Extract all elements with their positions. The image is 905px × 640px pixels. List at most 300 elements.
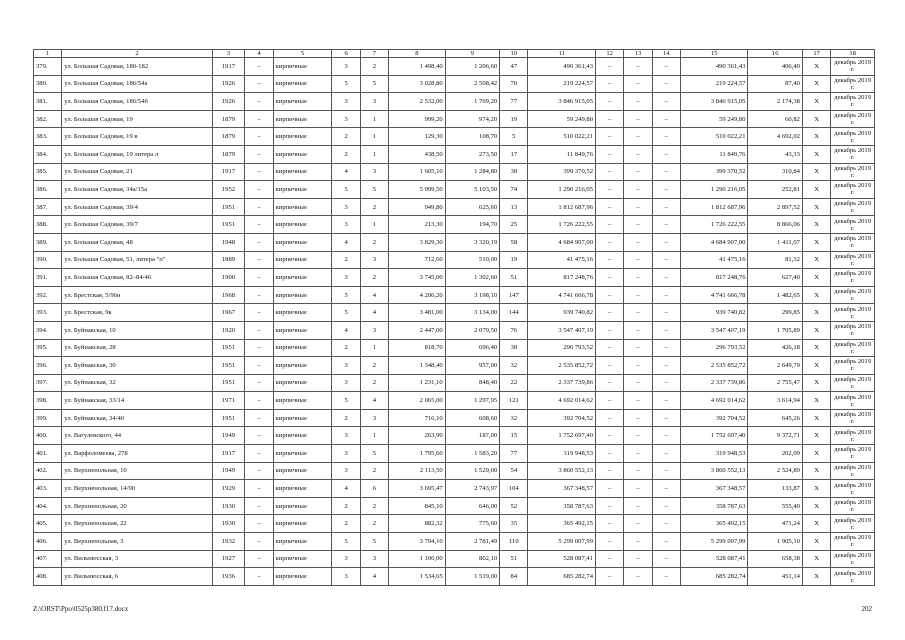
col-13-cell: – bbox=[624, 75, 652, 93]
col-17-cell: X bbox=[802, 374, 830, 392]
col-4-cell: – bbox=[245, 515, 273, 533]
total-cost-cell: 3 846 915,05 bbox=[528, 93, 596, 111]
col-17-cell: X bbox=[802, 58, 830, 76]
col-12-cell: – bbox=[596, 339, 624, 357]
total-cost-cell: 685 282,74 bbox=[528, 568, 596, 586]
row-number-cell: 403. bbox=[34, 480, 62, 498]
wall-material-cell: кирпичные bbox=[273, 392, 332, 410]
total-cost-cell: 11 849,76 bbox=[528, 145, 596, 163]
table-row bbox=[34, 497, 875, 515]
col-14-cell: – bbox=[652, 128, 680, 146]
build-year-cell: 1900 bbox=[212, 269, 245, 287]
entrances-cell: 4 bbox=[360, 568, 388, 586]
living-area-cell: 848,40 bbox=[445, 374, 499, 392]
entrances-cell: 1 bbox=[360, 339, 388, 357]
residents-cell: 104 bbox=[500, 480, 528, 498]
col-13-cell: – bbox=[624, 93, 652, 111]
col-17-cell: X bbox=[802, 357, 830, 375]
living-area-cell: 2 743,97 bbox=[445, 480, 499, 498]
cost-per-sqm-cell: 299,85 bbox=[748, 304, 802, 322]
build-year-cell: 1968 bbox=[212, 286, 245, 304]
floors-cell: 3 bbox=[332, 110, 360, 128]
total-cost-cell: 358 787,63 bbox=[528, 497, 596, 515]
living-area-cell: 775,60 bbox=[445, 515, 499, 533]
floors-cell: 3 bbox=[332, 93, 360, 111]
floors-cell: 3 bbox=[332, 374, 360, 392]
total-cost-cell: 296 793,52 bbox=[528, 339, 596, 357]
wall-material-cell: кирпичные bbox=[273, 128, 332, 146]
total-cost-cell: 939 740,82 bbox=[528, 304, 596, 322]
column-number-header: 12 bbox=[596, 50, 624, 58]
build-year-cell: 1951 bbox=[212, 357, 245, 375]
col-12-cell: – bbox=[596, 58, 624, 76]
floors-cell: 4 bbox=[332, 321, 360, 339]
table-row bbox=[34, 321, 875, 339]
build-year-cell: 1951 bbox=[212, 198, 245, 216]
wall-material-cell: кирпичные bbox=[273, 497, 332, 515]
living-area-cell: 1 297,95 bbox=[445, 392, 499, 410]
col-14-cell: – bbox=[652, 550, 680, 568]
residents-cell: 147 bbox=[500, 286, 528, 304]
cost-per-sqm-cell: 81,32 bbox=[748, 251, 802, 269]
living-area-cell: 3 320,19 bbox=[445, 233, 499, 251]
wall-material-cell: кирпичные bbox=[273, 304, 332, 322]
entrances-cell: 3 bbox=[360, 550, 388, 568]
col-12-cell: – bbox=[596, 374, 624, 392]
completion-date-cell: декабрь 2019 г. bbox=[831, 75, 875, 93]
build-year-cell: 1951 bbox=[212, 374, 245, 392]
address-cell: ул. Большая Садовая, 39/4 bbox=[62, 198, 212, 216]
col-4-cell: – bbox=[245, 93, 273, 111]
floors-cell: 3 bbox=[332, 568, 360, 586]
col-14-cell: – bbox=[652, 497, 680, 515]
row-number-cell: 399. bbox=[34, 409, 62, 427]
col-13-cell: – bbox=[624, 128, 652, 146]
col-13-cell: – bbox=[624, 233, 652, 251]
completion-date-cell: декабрь 2019 г. bbox=[831, 128, 875, 146]
completion-date-cell: декабрь 2019 г. bbox=[831, 269, 875, 287]
col-14-cell: – bbox=[652, 568, 680, 586]
build-year-cell: 1930 bbox=[212, 515, 245, 533]
total-area-cell: 949,80 bbox=[389, 198, 446, 216]
floors-cell: 3 bbox=[332, 462, 360, 480]
repair-cost-cell: 4 741 666,78 bbox=[680, 286, 748, 304]
living-area-cell: 646,00 bbox=[445, 497, 499, 515]
col-14-cell: – bbox=[652, 58, 680, 76]
col-17-cell: X bbox=[802, 128, 830, 146]
row-number-cell: 408. bbox=[34, 568, 62, 586]
residents-cell: 15 bbox=[500, 427, 528, 445]
build-year-cell: 1932 bbox=[212, 533, 245, 551]
total-cost-cell: 365 492,15 bbox=[528, 515, 596, 533]
residents-cell: 77 bbox=[500, 93, 528, 111]
table-row bbox=[34, 427, 875, 445]
cost-per-sqm-cell: 133,87 bbox=[748, 480, 802, 498]
col-13-cell: – bbox=[624, 304, 652, 322]
column-number-header: 6 bbox=[332, 50, 360, 58]
floors-cell: 3 bbox=[332, 550, 360, 568]
entrances-cell: 2 bbox=[360, 269, 388, 287]
residents-cell: 17 bbox=[500, 145, 528, 163]
residents-cell: 25 bbox=[500, 216, 528, 234]
col-13-cell: – bbox=[624, 110, 652, 128]
completion-date-cell: декабрь 2019 г. bbox=[831, 110, 875, 128]
col-12-cell: – bbox=[596, 480, 624, 498]
cost-per-sqm-cell: 2 524,89 bbox=[748, 462, 802, 480]
total-cost-cell: 1 812 687,96 bbox=[528, 198, 596, 216]
col-13-cell: – bbox=[624, 339, 652, 357]
total-cost-cell: 510 022,21 bbox=[528, 128, 596, 146]
col-12-cell: – bbox=[596, 269, 624, 287]
total-area-cell: 2 065,00 bbox=[389, 392, 446, 410]
col-13-cell: – bbox=[624, 216, 652, 234]
total-area-cell: 1 106,00 bbox=[389, 550, 446, 568]
column-number-header: 10 bbox=[500, 50, 528, 58]
total-area-cell: 3 695,47 bbox=[389, 480, 446, 498]
repair-cost-cell: 528 087,41 bbox=[680, 550, 748, 568]
living-area-cell: 3 198,10 bbox=[445, 286, 499, 304]
col-17-cell: X bbox=[802, 462, 830, 480]
build-year-cell: 1971 bbox=[212, 392, 245, 410]
living-area-cell: 1 583,20 bbox=[445, 445, 499, 463]
living-area-cell: 108,70 bbox=[445, 128, 499, 146]
row-number-cell: 398. bbox=[34, 392, 62, 410]
col-4-cell: – bbox=[245, 533, 273, 551]
cost-per-sqm-cell: 2 897,52 bbox=[748, 198, 802, 216]
living-area-cell: 802,10 bbox=[445, 550, 499, 568]
row-number-cell: 383. bbox=[34, 128, 62, 146]
col-17-cell: X bbox=[802, 181, 830, 199]
entrances-cell: 1 bbox=[360, 110, 388, 128]
row-number-cell: 401. bbox=[34, 445, 62, 463]
address-cell: ул. Большая Садовая, 21 bbox=[62, 163, 212, 181]
col-12-cell: – bbox=[596, 233, 624, 251]
total-area-cell: 263,90 bbox=[389, 427, 446, 445]
cost-per-sqm-cell: 555,40 bbox=[748, 497, 802, 515]
col-13-cell: – bbox=[624, 462, 652, 480]
living-area-cell: 2 079,50 bbox=[445, 321, 499, 339]
total-cost-cell: 4 684 907,00 bbox=[528, 233, 596, 251]
repair-cost-cell: 490 361,43 bbox=[680, 58, 748, 76]
build-year-cell: 1920 bbox=[212, 321, 245, 339]
residents-cell: 35 bbox=[500, 515, 528, 533]
repair-cost-cell: 11 849,76 bbox=[680, 145, 748, 163]
total-cost-cell: 392 704,52 bbox=[528, 409, 596, 427]
address-cell: ул. Брестская, 9к bbox=[62, 304, 212, 322]
column-number-header: 3 bbox=[212, 50, 245, 58]
wall-material-cell: кирпичные bbox=[273, 269, 332, 287]
living-area-cell: 957,00 bbox=[445, 357, 499, 375]
floors-cell: 2 bbox=[332, 515, 360, 533]
completion-date-cell: декабрь 2019 г. bbox=[831, 304, 875, 322]
residents-cell: 74 bbox=[500, 181, 528, 199]
residents-cell: 54 bbox=[500, 462, 528, 480]
residents-cell: 13 bbox=[500, 198, 528, 216]
total-area-cell: 1 605,10 bbox=[389, 163, 446, 181]
col-12-cell: – bbox=[596, 497, 624, 515]
row-number-cell: 381. bbox=[34, 93, 62, 111]
entrances-cell: 5 bbox=[360, 181, 388, 199]
col-4-cell: – bbox=[245, 497, 273, 515]
address-cell: ул. Вагулевского, 44 bbox=[62, 427, 212, 445]
entrances-cell: 2 bbox=[360, 357, 388, 375]
completion-date-cell: декабрь 2019 г. bbox=[831, 181, 875, 199]
build-year-cell: 1917 bbox=[212, 445, 245, 463]
col-17-cell: X bbox=[802, 93, 830, 111]
living-area-cell: 1 206,60 bbox=[445, 58, 499, 76]
col-12-cell: – bbox=[596, 321, 624, 339]
completion-date-cell: декабрь 2019 г. bbox=[831, 374, 875, 392]
total-area-cell: 3 481,00 bbox=[389, 304, 446, 322]
total-area-cell: 4 206,20 bbox=[389, 286, 446, 304]
repair-cost-cell: 3 846 915,05 bbox=[680, 93, 748, 111]
col-12-cell: – bbox=[596, 550, 624, 568]
col-14-cell: – bbox=[652, 533, 680, 551]
housing-register-table bbox=[33, 49, 875, 586]
cost-per-sqm-cell: 43,33 bbox=[748, 145, 802, 163]
total-area-cell: 3 794,10 bbox=[389, 533, 446, 551]
col-4-cell: – bbox=[245, 75, 273, 93]
table-row bbox=[34, 445, 875, 463]
cost-per-sqm-cell: 2 649,79 bbox=[748, 357, 802, 375]
col-17-cell: X bbox=[802, 497, 830, 515]
cost-per-sqm-cell: 1 705,89 bbox=[748, 321, 802, 339]
total-area-cell: 2 532,00 bbox=[389, 93, 446, 111]
footer-file-path: Z:\ORST\Ppo\0525p380.f17.docx bbox=[33, 605, 129, 613]
col-12-cell: – bbox=[596, 145, 624, 163]
address-cell: ул. Верхненольная, 3 bbox=[62, 533, 212, 551]
col-12-cell: – bbox=[596, 75, 624, 93]
col-17-cell: X bbox=[802, 145, 830, 163]
floors-cell: 5 bbox=[332, 392, 360, 410]
col-12-cell: – bbox=[596, 392, 624, 410]
table-row bbox=[34, 93, 875, 111]
col-12-cell: – bbox=[596, 445, 624, 463]
build-year-cell: 1879 bbox=[212, 145, 245, 163]
repair-cost-cell: 4 692 014,62 bbox=[680, 392, 748, 410]
entrances-cell: 2 bbox=[360, 374, 388, 392]
floors-cell: 4 bbox=[332, 163, 360, 181]
row-number-cell: 386. bbox=[34, 181, 62, 199]
wall-material-cell: кирпичные bbox=[273, 568, 332, 586]
completion-date-cell: декабрь 2019 г. bbox=[831, 515, 875, 533]
col-14-cell: – bbox=[652, 145, 680, 163]
address-cell: ул. Вильнюсская, 6 bbox=[62, 568, 212, 586]
column-number-header: 18 bbox=[831, 50, 875, 58]
entrances-cell: 5 bbox=[360, 533, 388, 551]
completion-date-cell: декабрь 2019 г. bbox=[831, 357, 875, 375]
address-cell: ул. Большая Садовая, 39/7 bbox=[62, 216, 212, 234]
build-year-cell: 1949 bbox=[212, 427, 245, 445]
row-number-cell: 395. bbox=[34, 339, 62, 357]
living-area-cell: 273,50 bbox=[445, 145, 499, 163]
repair-cost-cell: 1 726 222,55 bbox=[680, 216, 748, 234]
col-13-cell: – bbox=[624, 357, 652, 375]
residents-cell: 19 bbox=[500, 110, 528, 128]
table-row bbox=[34, 198, 875, 216]
wall-material-cell: кирпичные bbox=[273, 480, 332, 498]
col-13-cell: – bbox=[624, 480, 652, 498]
floors-cell: 2 bbox=[332, 251, 360, 269]
repair-cost-cell: 296 793,52 bbox=[680, 339, 748, 357]
table-row bbox=[34, 392, 875, 410]
total-cost-cell: 41 475,16 bbox=[528, 251, 596, 269]
col-17-cell: X bbox=[802, 269, 830, 287]
col-17-cell: X bbox=[802, 163, 830, 181]
table-row bbox=[34, 181, 875, 199]
entrances-cell: 4 bbox=[360, 392, 388, 410]
col-4-cell: – bbox=[245, 163, 273, 181]
build-year-cell: 1951 bbox=[212, 409, 245, 427]
build-year-cell: 1952 bbox=[212, 181, 245, 199]
table-body bbox=[34, 58, 875, 586]
col-12-cell: – bbox=[596, 357, 624, 375]
col-13-cell: – bbox=[624, 392, 652, 410]
col-12-cell: – bbox=[596, 163, 624, 181]
repair-cost-cell: 399 370,52 bbox=[680, 163, 748, 181]
col-4-cell: – bbox=[245, 480, 273, 498]
address-cell: ул. Большая Садовая, 19 литера л bbox=[62, 145, 212, 163]
total-cost-cell: 528 087,41 bbox=[528, 550, 596, 568]
residents-cell: 51 bbox=[500, 550, 528, 568]
column-number-header: 14 bbox=[652, 50, 680, 58]
col-17-cell: X bbox=[802, 480, 830, 498]
completion-date-cell: декабрь 2019 г. bbox=[831, 497, 875, 515]
col-4-cell: – bbox=[245, 251, 273, 269]
cost-per-sqm-cell: 645,26 bbox=[748, 409, 802, 427]
repair-cost-cell: 685 282,74 bbox=[680, 568, 748, 586]
table-row bbox=[34, 75, 875, 93]
table-row bbox=[34, 339, 875, 357]
floors-cell: 3 bbox=[332, 58, 360, 76]
entrances-cell: 5 bbox=[360, 75, 388, 93]
column-number-header: 17 bbox=[802, 50, 830, 58]
col-13-cell: – bbox=[624, 145, 652, 163]
total-area-cell: 2 113,50 bbox=[389, 462, 446, 480]
col-13-cell: – bbox=[624, 497, 652, 515]
completion-date-cell: декабрь 2019 г. bbox=[831, 550, 875, 568]
col-13-cell: – bbox=[624, 181, 652, 199]
cost-per-sqm-cell: 627,40 bbox=[748, 269, 802, 287]
living-area-cell: 2 781,49 bbox=[445, 533, 499, 551]
repair-cost-cell: 5 299 007,99 bbox=[680, 533, 748, 551]
residents-cell: 32 bbox=[500, 409, 528, 427]
floors-cell: 3 bbox=[332, 445, 360, 463]
total-area-cell: 818,70 bbox=[389, 339, 446, 357]
wall-material-cell: кирпичные bbox=[273, 427, 332, 445]
residents-cell: 121 bbox=[500, 392, 528, 410]
build-year-cell: 1951 bbox=[212, 339, 245, 357]
entrances-cell: 2 bbox=[360, 233, 388, 251]
entrances-cell: 1 bbox=[360, 128, 388, 146]
completion-date-cell: декабрь 2019 г. bbox=[831, 233, 875, 251]
row-number-cell: 379. bbox=[34, 58, 62, 76]
col-12-cell: – bbox=[596, 181, 624, 199]
wall-material-cell: кирпичные bbox=[273, 515, 332, 533]
col-12-cell: – bbox=[596, 304, 624, 322]
column-number-header: 4 bbox=[245, 50, 273, 58]
col-14-cell: – bbox=[652, 181, 680, 199]
col-4-cell: – bbox=[245, 58, 273, 76]
row-number-cell: 402. bbox=[34, 462, 62, 480]
col-17-cell: X bbox=[802, 198, 830, 216]
repair-cost-cell: 319 948,53 bbox=[680, 445, 748, 463]
residents-cell: 5 bbox=[500, 128, 528, 146]
cost-per-sqm-cell: 426,18 bbox=[748, 339, 802, 357]
col-4-cell: – bbox=[245, 110, 273, 128]
col-4-cell: – bbox=[245, 550, 273, 568]
address-cell: ул. Брестская, 5/96н bbox=[62, 286, 212, 304]
col-14-cell: – bbox=[652, 374, 680, 392]
floors-cell: 5 bbox=[332, 533, 360, 551]
floors-cell: 2 bbox=[332, 339, 360, 357]
col-4-cell: – bbox=[245, 427, 273, 445]
repair-cost-cell: 365 492,15 bbox=[680, 515, 748, 533]
col-12-cell: – bbox=[596, 110, 624, 128]
floors-cell: 3 bbox=[332, 198, 360, 216]
wall-material-cell: кирпичные bbox=[273, 445, 332, 463]
completion-date-cell: декабрь 2019 г. bbox=[831, 145, 875, 163]
residents-cell: 51 bbox=[500, 269, 528, 287]
total-cost-cell: 3 547 407,19 bbox=[528, 321, 596, 339]
col-17-cell: X bbox=[802, 233, 830, 251]
wall-material-cell: кирпичные bbox=[273, 286, 332, 304]
col-14-cell: – bbox=[652, 216, 680, 234]
col-14-cell: – bbox=[652, 445, 680, 463]
row-number-cell: 405. bbox=[34, 515, 62, 533]
address-cell: ул. Большая Садовая, 186/54б bbox=[62, 93, 212, 111]
repair-cost-cell: 1 290 216,05 bbox=[680, 181, 748, 199]
total-cost-cell: 59 249,80 bbox=[528, 110, 596, 128]
floors-cell: 2 bbox=[332, 128, 360, 146]
cost-per-sqm-cell: 202,09 bbox=[748, 445, 802, 463]
repair-cost-cell: 392 704,52 bbox=[680, 409, 748, 427]
entrances-cell: 2 bbox=[360, 58, 388, 76]
cost-per-sqm-cell: 1 905,10 bbox=[748, 533, 802, 551]
row-number-cell: 407. bbox=[34, 550, 62, 568]
total-cost-cell: 4 741 666,78 bbox=[528, 286, 596, 304]
wall-material-cell: кирпичные bbox=[273, 357, 332, 375]
table-row bbox=[34, 515, 875, 533]
col-13-cell: – bbox=[624, 533, 652, 551]
table-row bbox=[34, 374, 875, 392]
residents-cell: 70 bbox=[500, 75, 528, 93]
col-4-cell: – bbox=[245, 269, 273, 287]
floors-cell: 3 bbox=[332, 269, 360, 287]
entrances-cell: 4 bbox=[360, 304, 388, 322]
column-number-header: 9 bbox=[445, 50, 499, 58]
col-14-cell: – bbox=[652, 163, 680, 181]
total-cost-cell: 2 535 852,72 bbox=[528, 357, 596, 375]
completion-date-cell: декабрь 2019 г. bbox=[831, 163, 875, 181]
col-13-cell: – bbox=[624, 427, 652, 445]
col-17-cell: X bbox=[802, 251, 830, 269]
total-area-cell: 845,10 bbox=[389, 497, 446, 515]
cost-per-sqm-cell: 60,82 bbox=[748, 110, 802, 128]
residents-cell: 32 bbox=[500, 357, 528, 375]
total-area-cell: 2 447,00 bbox=[389, 321, 446, 339]
repair-cost-cell: 2 337 739,86 bbox=[680, 374, 748, 392]
build-year-cell: 1929 bbox=[212, 480, 245, 498]
col-13-cell: – bbox=[624, 286, 652, 304]
entrances-cell: 1 bbox=[360, 216, 388, 234]
residents-cell: 19 bbox=[500, 251, 528, 269]
row-number-cell: 396. bbox=[34, 357, 62, 375]
column-number-header: 11 bbox=[528, 50, 596, 58]
build-year-cell: 1936 bbox=[212, 568, 245, 586]
total-cost-cell: 367 348,57 bbox=[528, 480, 596, 498]
total-area-cell: 3 745,00 bbox=[389, 269, 446, 287]
